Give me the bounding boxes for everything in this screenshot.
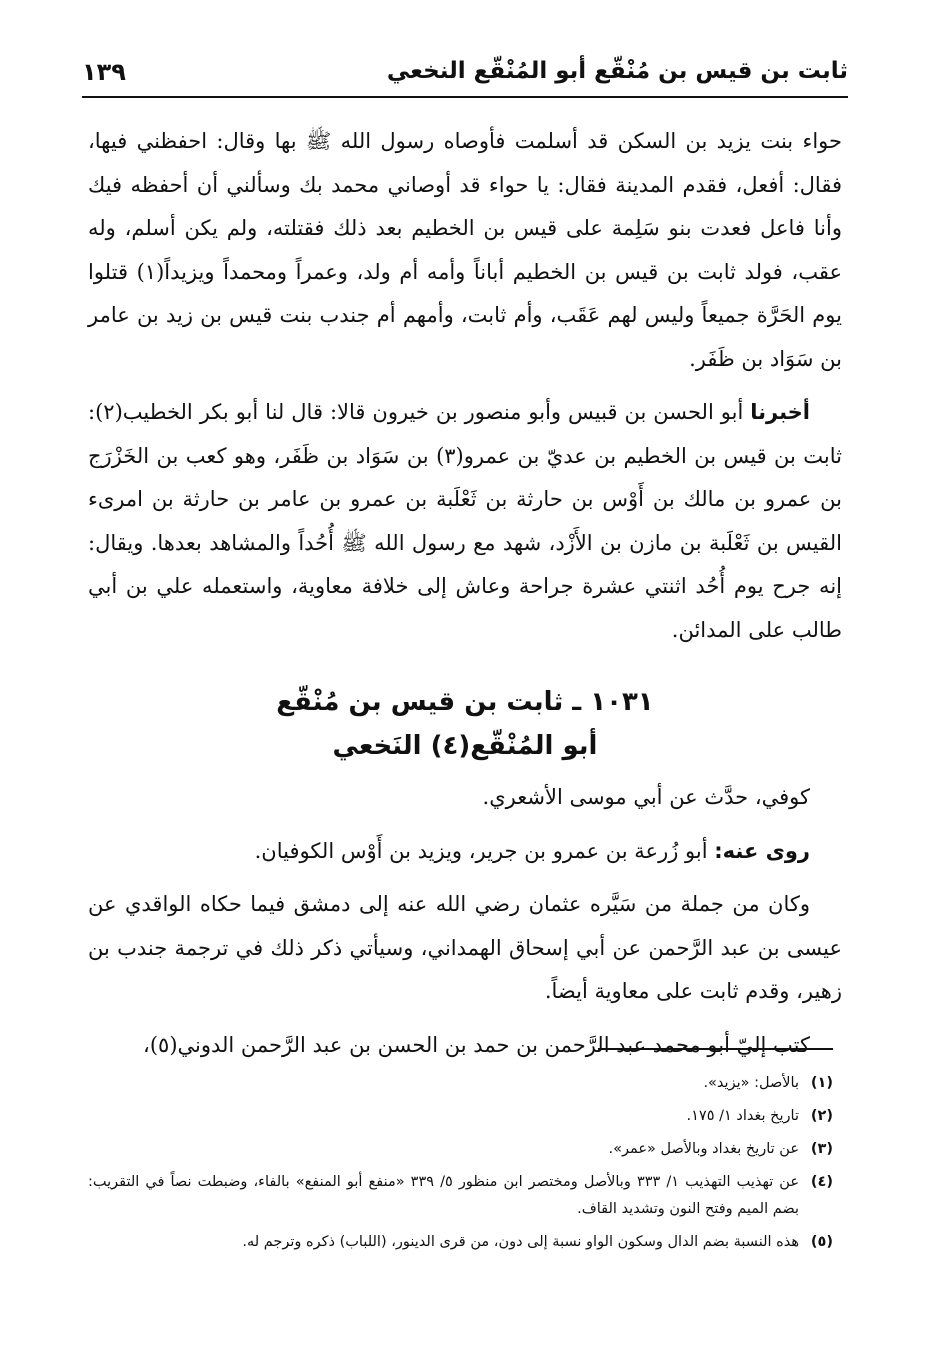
footnote-text: عن تهذيب التهذيب ١/ ٣٣٣ وبالأصل ومختصر ابن منظور ٥/ ٣٣٩ «منفع أبو المنفع» بالفاء، وضبطت نصاً في التقريب: بضم الميم وفتح النون وتشديد القاف. bbox=[88, 1174, 799, 1217]
footnote-divider bbox=[598, 1048, 833, 1050]
paragraph-lead: روى عنه: bbox=[714, 838, 810, 863]
entry-paragraph bbox=[88, 1024, 842, 1068]
footnote-text: تاريخ بغداد ١/ ١٧٥. bbox=[686, 1108, 799, 1124]
footnote bbox=[88, 1070, 833, 1097]
paragraph-lead: أخبرنا bbox=[750, 400, 810, 424]
footnote bbox=[88, 1169, 833, 1223]
page-body bbox=[88, 120, 842, 1077]
footnote bbox=[88, 1103, 833, 1130]
paragraph-text: وكان من جملة من سَيَّره عثمان رضي الله عنه إلى دمشق فيما حكاه الواقدي عن عيسى بن عبد الرَّحمن عن أبي إسحاق الهمداني، وسيأتي ذكر ذلك في ترجمة جندب بن زهير، وقدم ثابت على معاوية أيضاً. bbox=[88, 892, 842, 1003]
paragraph-text: أبو الحسن بن قبيس وأبو منصور بن خيرون قالا: قال لنا أبو بكر الخطيب(٢): ثابت بن قيس بن الخطيم بن عديّ بن عمرو(٣) بن سَوَاد بن ظَفَر، وهو كعب بن الخَزْرَج بن عمرو بن مالك بن أَوْس بن حارثة بن ثَعْلَبة بن عمرو بن عامر بن حارثة بن امرىء القيس بن ثَعْلَبة بن مازن بن الأَزْد، شهد مع رسول الله ﷺ أُحُداً والمشاهد بعدها. ويقال: إنه جرح يوم أُحُد اثنتي عشرة جراحة وعاش إلى خلافة معاوية، واستعمله علي بن أبي طالب على المدائن. bbox=[88, 400, 842, 642]
footnote-number: (١) bbox=[810, 1075, 833, 1091]
page-number: ١٣٩ bbox=[82, 58, 126, 86]
footnote-number: (٢) bbox=[810, 1108, 833, 1124]
paragraph-text: أبو زُرعة بن عمرو بن جرير، ويزيد بن أَوْس الكوفيان. bbox=[254, 838, 715, 863]
footnote-text: بالأصل: «يزيد». bbox=[703, 1075, 799, 1091]
paragraph bbox=[88, 120, 842, 381]
entry-paragraph bbox=[88, 830, 842, 874]
footnote bbox=[88, 1229, 833, 1256]
paragraph-text: حواء بنت يزيد بن السكن قد أسلمت فأوصاه رسول الله ﷺ بها وقال: احفظني فيها، فقال: أفعل، فقدم المدينة فقال: يا حواء قد أوصاني محمد بك وسألني أن أحفظه فيك وأنا فاعل فعدت بنو سَلِمة على قيس بن الخطيم بعد ذلك فقتلته، ولم يكن أسلم، وله عقب، فولد ثابت بن قيس بن الخطيم أباناً وأمه أم ولد، وعمراً ومحمداً ويزيداً(١) قتلوا يوم الحَرَّة جميعاً وليس لهم عَقَب، وأم ثابت، وأمهم أم جندب بنت قيس بن زيد بن عامر بن سَوَاد بن ظَفَر. bbox=[88, 129, 842, 371]
footnote-text: عن تاريخ بغداد وبالأصل «عمر». bbox=[608, 1141, 799, 1157]
footnote bbox=[88, 1136, 833, 1163]
footnotes bbox=[88, 1070, 833, 1262]
entry-heading-line-2: أبو المُنْقّع(٤) النَخعي bbox=[332, 731, 598, 761]
entry-paragraph bbox=[88, 776, 842, 820]
page-header bbox=[82, 58, 848, 98]
entry-heading-line-1: ١٠٣١ ـ ثابت بن قيس بن مُنْقّع bbox=[276, 687, 654, 717]
footnote-text: هذه النسبة بضم الدال وسكون الواو نسبة إلى دون، من قرى الدينور، (اللباب) ذكره وترجم له. bbox=[242, 1234, 799, 1250]
entry-paragraph bbox=[88, 883, 842, 1014]
paragraph-text: كتب إليّ أبو محمد عبد الرَّحمن بن حمد بن الحسن بن عبد الرَّحمن الدوني(٥)، bbox=[143, 1032, 810, 1057]
footnote-number: (٤) bbox=[810, 1174, 833, 1190]
entry-heading bbox=[88, 680, 842, 768]
paragraph bbox=[88, 391, 842, 652]
paragraph-text: كوفي، حدَّث عن أبي موسى الأشعري. bbox=[482, 785, 810, 809]
footnote-number: (٥) bbox=[810, 1234, 833, 1250]
footnote-number: (٣) bbox=[810, 1141, 833, 1157]
running-title: ثابت بن قيس بن مُنْقّع أبو المُنْقّع النخعي bbox=[386, 58, 848, 84]
